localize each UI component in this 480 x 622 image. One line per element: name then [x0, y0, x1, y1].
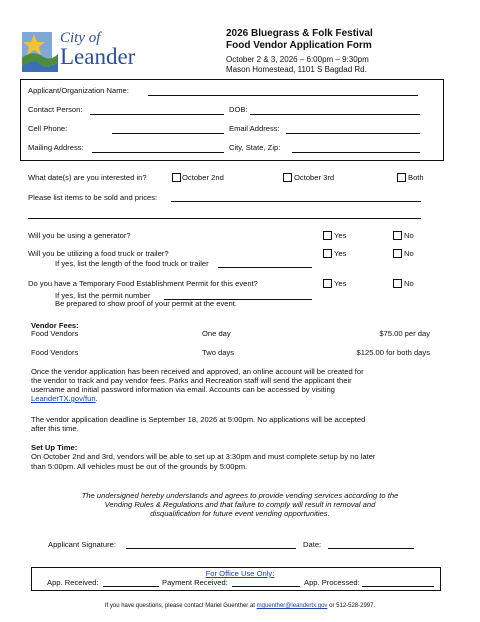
agreement-line3: disqualification for future event vending opportunities. — [150, 509, 330, 518]
payment-received-label: Payment Received: — [162, 578, 228, 587]
email-label: Email Address: — [229, 124, 280, 133]
footer-phone: or 512-528-2997. — [327, 603, 376, 609]
truck-length-field[interactable] — [218, 267, 312, 268]
truck-question: Will you be utilizing a food truck or trailer? — [28, 249, 169, 258]
permit-number-label: If yes, list the permit number — [55, 291, 151, 300]
items-question: Please list items to be sold and prices: — [28, 193, 158, 202]
leander-fun-link[interactable]: LeanderTX.gov/fun — [31, 394, 96, 403]
oct2-label: October 2nd — [182, 173, 224, 182]
contact-person-field[interactable] — [90, 114, 224, 115]
generator-yes-label: Yes — [334, 231, 347, 240]
form-subtitle: Food Vendor Application Form — [226, 40, 372, 51]
truck-length-label: If yes, list the length of the food truck or trailer — [55, 259, 209, 268]
date-label: Date: — [303, 540, 322, 549]
truck-no-checkbox[interactable] — [393, 249, 402, 258]
permit-yes-checkbox[interactable] — [323, 279, 332, 288]
fee-row-1-price: $75.00 per day — [379, 329, 430, 338]
signature-label: Applicant Signature: — [48, 540, 116, 549]
applicant-label: Applicant/Organization Name: — [28, 86, 129, 95]
footer-email-link[interactable]: mguenther@leandertx.gov — [256, 603, 328, 609]
logo-line2: Leander — [60, 44, 136, 69]
city-field[interactable] — [292, 152, 420, 153]
cell-label: Cell Phone: — [28, 124, 68, 133]
mailing-field[interactable] — [92, 152, 224, 153]
email-field[interactable] — [286, 133, 420, 134]
office-use-title: For Office Use Only: — [205, 569, 275, 578]
fee-row-1-label: Food Vendors — [31, 329, 79, 338]
oct2-checkbox[interactable] — [172, 173, 181, 182]
dob-field[interactable] — [250, 114, 420, 115]
star-river-emblem — [20, 28, 60, 74]
dob-label: DOB: — [229, 105, 248, 114]
permit-yes-label: Yes — [334, 279, 347, 288]
generator-no-checkbox[interactable] — [393, 231, 402, 240]
fee-row-2-term: Two days — [202, 348, 235, 357]
setup-line2: than 5:00pm. All vehicles must be out of the grounds by 5:00pm. — [31, 462, 248, 471]
event-dates: October 2 & 3, 2026 – 6:00pm – 9:30pm — [226, 55, 369, 64]
signature-field[interactable] — [126, 548, 296, 549]
payment-received-field[interactable] — [232, 586, 300, 587]
fees-heading: Vendor Fees: — [31, 321, 79, 330]
form-title: 2026 Bluegrass & Folk Festival — [226, 28, 373, 39]
oct3-label: October 3rd — [294, 173, 335, 182]
mailing-label: Mailing Address: — [28, 143, 84, 152]
agreement-line1: The undersigned hereby understands and agrees to provide vending services according to the — [81, 491, 399, 500]
permit-question: Do you have a Temporary Food Establishment Permit for this event? — [28, 279, 258, 288]
city-logo — [20, 28, 136, 76]
permit-proof-note: Be prepared to show proof of your permit at the event. — [55, 299, 237, 308]
items-field-2[interactable] — [28, 218, 421, 219]
logo-line1: City of — [60, 30, 101, 46]
oct3-checkbox[interactable] — [283, 173, 292, 182]
agreement-line2: Vending Rules & Regulations and that failure to comply will result in removal and — [104, 500, 376, 509]
deadline-line1: The vendor application deadline is September 18, 2026 at 5:00pm. No applications will be accepted — [31, 415, 366, 424]
cell-field[interactable] — [112, 133, 224, 134]
footer-contact — [0, 603, 480, 609]
generator-yes-checkbox[interactable] — [323, 231, 332, 240]
account-paragraph-line1: Once the vendor application has been received and approved, an online account will be created for — [31, 367, 364, 376]
app-processed-label: App. Processed: — [304, 578, 360, 587]
account-paragraph-line3: username and initial password information via email. Accounts can be accessed by visiting — [31, 385, 335, 394]
city-label: City, State, Zip: — [229, 143, 281, 152]
dates-question: What date(s) are you interested in? — [28, 173, 147, 182]
generator-no-label: No — [404, 231, 414, 240]
truck-yes-checkbox[interactable] — [323, 249, 332, 258]
account-paragraph-line2: the vendor to track and pay vendor fees. Parks and Recreation staff will send the applicant their — [31, 376, 352, 385]
fee-row-2-price: $125.00 for both days — [356, 348, 430, 357]
footer-text: If you have questions, please contact Mariel Guenther at — [104, 603, 257, 609]
items-field-1[interactable] — [171, 201, 421, 202]
permit-no-checkbox[interactable] — [393, 279, 402, 288]
permit-no-label: No — [404, 279, 414, 288]
setup-heading: Set Up Time: — [31, 443, 78, 452]
app-received-field[interactable] — [103, 586, 159, 587]
both-label: Both — [408, 173, 424, 182]
link-period: . — [95, 394, 98, 403]
account-paragraph-line4 — [31, 394, 98, 403]
fee-row-2-label: Food Vendors — [31, 348, 79, 357]
date-field[interactable] — [328, 548, 414, 549]
app-processed-field[interactable] — [362, 586, 434, 587]
fee-row-1-term: One day — [202, 329, 231, 338]
app-received-label: App. Received: — [47, 578, 99, 587]
event-location: Mason Homestead, 1101 S Bagdad Rd. — [226, 65, 367, 74]
truck-yes-label: Yes — [334, 249, 347, 258]
generator-question: Will you be using a generator? — [28, 231, 131, 240]
setup-line1: On October 2nd and 3rd, vendors will be able to set up at 3:30pm and must complete setup by no later — [31, 452, 376, 461]
applicant-field[interactable] — [148, 95, 418, 96]
truck-no-label: No — [404, 249, 414, 258]
contact-person-label: Contact Person: — [28, 105, 83, 114]
deadline-line2: after this time. — [31, 424, 79, 433]
both-checkbox[interactable] — [397, 173, 406, 182]
